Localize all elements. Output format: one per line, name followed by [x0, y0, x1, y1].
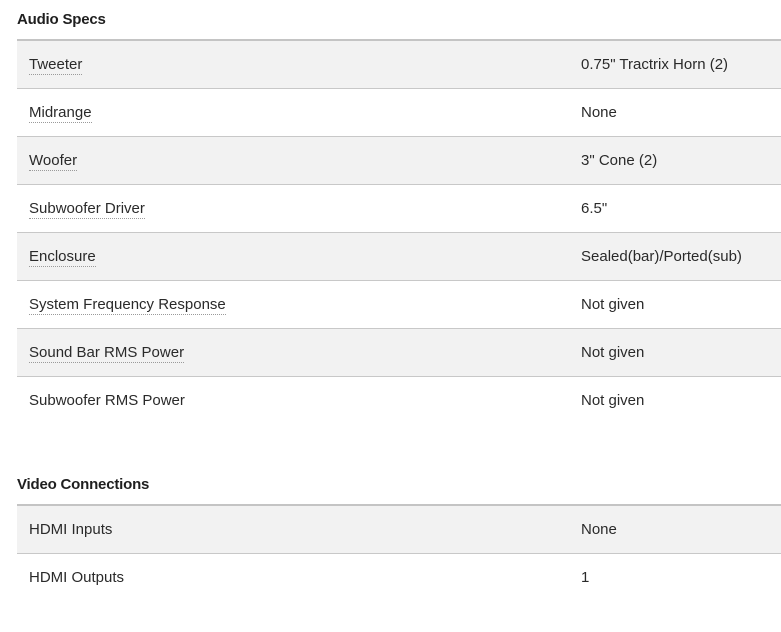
glossary-link-system-frequency-response[interactable]: System Frequency Response [29, 295, 226, 313]
spec-row-midrange [17, 88, 781, 136]
audio-specs-heading: Audio Specs [17, 11, 106, 28]
spec-value-enclosure: Sealed(bar)/Ported(sub) [581, 247, 742, 265]
spec-row-woofer [17, 136, 781, 184]
spec-row-tweeter [17, 40, 781, 88]
spec-label-subwoofer-rms-power: Subwoofer RMS Power [29, 391, 185, 409]
spec-row-sound-bar-rms-power [17, 328, 781, 376]
spec-value-system-frequency-response: Not given [581, 295, 645, 313]
video-connections-heading: Video Connections [17, 476, 150, 493]
spec-value-subwoofer-driver: 6.5" [581, 199, 608, 217]
spec-label-hdmi-outputs: HDMI Outputs [29, 568, 125, 586]
glossary-link-tweeter[interactable]: Tweeter [29, 55, 83, 73]
spec-value-sound-bar-rms-power: Not given [581, 343, 645, 361]
audio-specs-section [17, 0, 781, 424]
glossary-link-subwoofer-driver[interactable]: Subwoofer Driver [29, 199, 145, 217]
spec-row-subwoofer-rms-power [17, 376, 781, 424]
glossary-link-midrange[interactable]: Midrange [29, 103, 92, 121]
glossary-link-enclosure[interactable]: Enclosure [29, 247, 96, 265]
spec-value-subwoofer-rms-power: Not given [581, 391, 645, 409]
spec-row-system-frequency-response [17, 280, 781, 328]
spec-value-hdmi-outputs: 1 [581, 568, 590, 586]
video-connections-table [17, 504, 781, 601]
glossary-link-sound-bar-rms-power[interactable]: Sound Bar RMS Power [29, 343, 185, 361]
spec-row-subwoofer-driver [17, 184, 781, 232]
spec-row-enclosure [17, 232, 781, 280]
video-connections-section [17, 465, 781, 601]
audio-specs-table [17, 39, 781, 424]
spec-value-tweeter: 0.75" Tractrix Horn (2) [581, 55, 729, 73]
spec-label-hdmi-inputs: HDMI Inputs [29, 520, 113, 538]
spec-value-midrange: None [581, 103, 617, 121]
glossary-link-woofer[interactable]: Woofer [29, 151, 78, 169]
spec-value-woofer: 3" Cone (2) [581, 151, 658, 169]
spec-value-hdmi-inputs: None [581, 520, 617, 538]
spec-row-hdmi-outputs [17, 553, 781, 601]
spec-row-hdmi-inputs [17, 505, 781, 553]
